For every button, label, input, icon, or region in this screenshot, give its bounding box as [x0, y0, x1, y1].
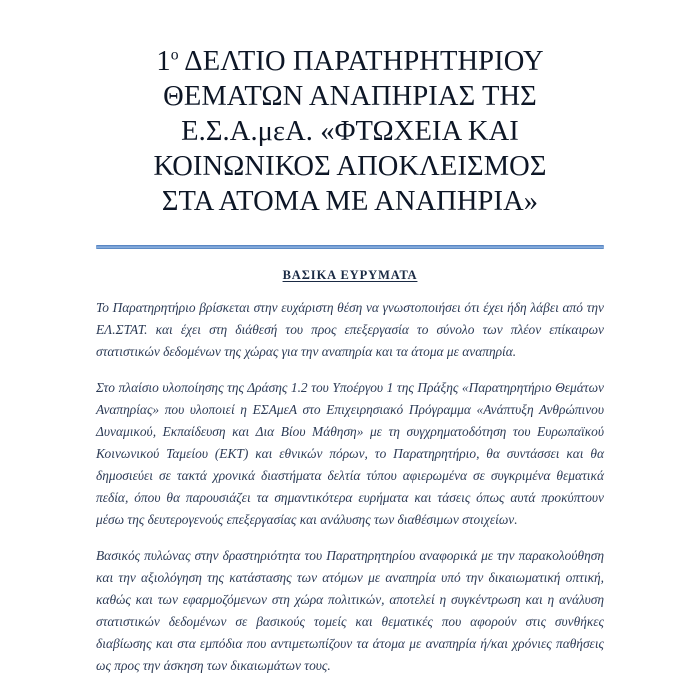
body-content	[0, 297, 700, 677]
paragraph-2: Στο πλαίσιο υλοποίησης της Δράσης 1.2 του Υποέργου 1 της Πράξης «Παρατηρητήριο Θεμάτων Αναπηρίας» που υλοποιεί η ΕΣΑμεΑ στο Επιχειρησιακό Πρόγραμμα «Ανάπτυξη Ανθρώπινου Δυναμικού, Εκπαίδευση και Δια Βίου Μάθηση» με τη συγχρηματοδότηση του Ευρωπαϊκού Κοινωνικού Ταμείου (ΕΚΤ) και εθνικών πόρων, το Παρατηρητήριο, θα συντάσσει και θα δημοσιεύει σε τακτά χρονικά διαστήματα δελτία τύπου αφιερωμένα σε συγκριμένα θεματικά πεδία, όπου θα παρουσιάζει τα σημαντικότερα ευρήματα και τάσεις όπως αυτά προκύπτουν μέσω της δευτερογενούς επεξεργασίας και ανάλυσης των διαθέσιμων στοιχείων.	[96, 380, 604, 527]
title-line-5: ΣΤΑ ΑΤΟΜΑ ΜΕ ΑΝΑΠΗΡΙΑ»	[161, 186, 539, 217]
page-title	[0, 30, 700, 219]
page-header-margin	[0, 0, 700, 30]
title-line-1	[96, 44, 604, 79]
title-line-3: Ε.Σ.Α.μεΑ. «ΦΤΩΧΕΙΑ ΚΑΙ	[181, 116, 519, 147]
title-line-2: ΘΕΜΑΤΩΝ ΑΝΑΠΗΡΙΑΣ ΤΗΣ	[163, 81, 537, 112]
section-heading-label: ΒΑΣΙΚΑ ΕΥΡΥΜΑΤΑ	[282, 268, 418, 282]
paragraph-3: Βασικός πυλώνας στην δραστηριότητα του Παρατηρητηρίου αναφορικά με την παρακολούθηση και την αξιολόγηση της κατάστασης των ατόμων με αναπηρία υπό την δικαιωματική οπτική, καθώς και των εφαρμοζόμενων στη χώρα πολιτικών, αποτελεί η συγκέντρωση και η ανάλυση στατιστικών δεδομένων σε βασικούς τομείς και θεματικές που αφορούν στις συνθήκες διαβίωσης και στα εμπόδια που αντιμετωπίζουν τα άτομα με αναπηρία ή/και χρόνιες παθήσεις ως προς την άσκηση των δικαιωμάτων τους.	[96, 548, 604, 673]
paragraph-1: Το Παρατηρητήριο βρίσκεται στην ευχάριστη θέση να γνωστοποιήσει ότι έχει ήδη λάβει από την ΕΛ.ΣΤΑΤ. και έχει στη διάθεσή του προς επεξεργασία το σύνολο των πλέον επίκαιρων στατιστικών δεδομένων της χώρας για την αναπηρία και τα άτομα με αναπηρία.	[96, 300, 604, 359]
title-line-1-text: ΔΕΛΤΙΟ ΠΑΡΑΤΗΡΗΤΗΡΙΟΥ	[178, 46, 544, 77]
title-ordinal-number: 1	[156, 46, 171, 77]
section-heading	[0, 249, 700, 283]
title-line-4: ΚΟΙΝΩΝΙΚΟΣ ΑΠΟΚΛΕΙΣΜΟΣ	[153, 151, 547, 182]
title-ordinal-marker: ο	[170, 46, 179, 64]
